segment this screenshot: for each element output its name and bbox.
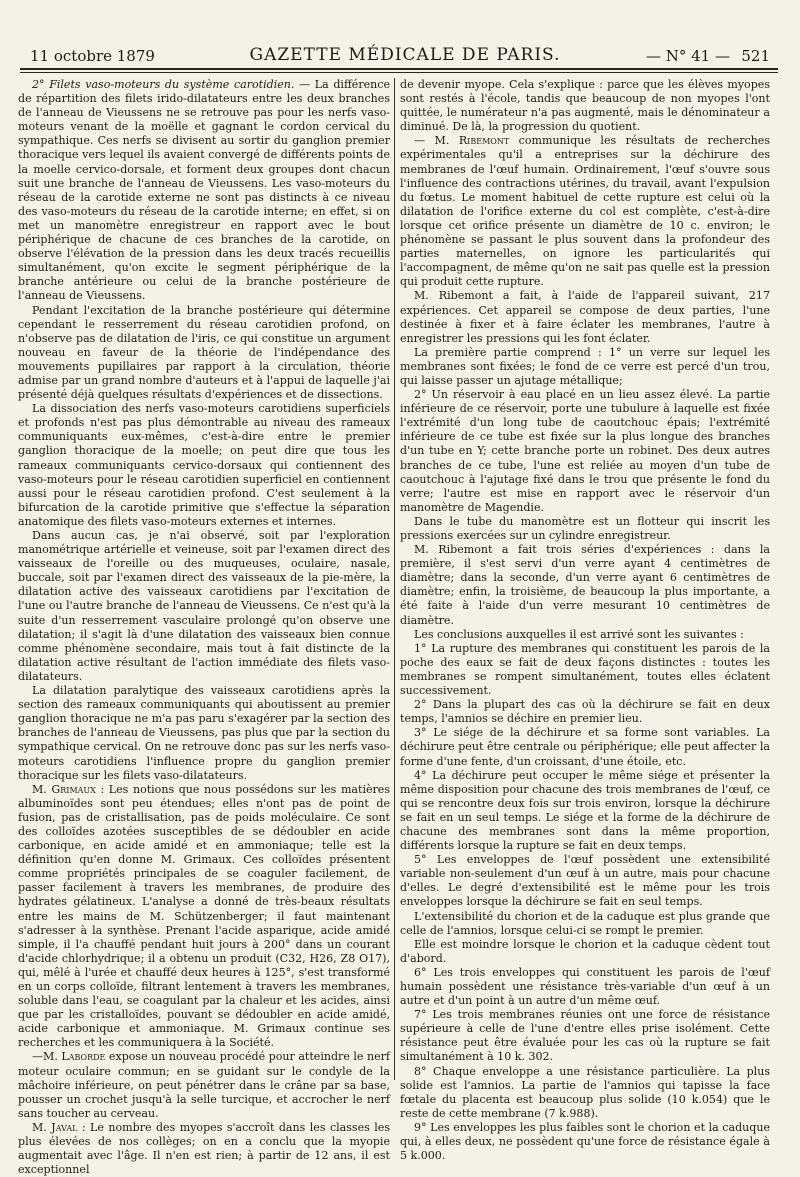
left-column [18,78,391,1177]
issue-number: — N° 41 — [645,47,730,65]
paragraph: La dissociation des nerfs vaso-moteurs carotidiens superficiels et profonds n'est pas plus démontrable au niveau des rameaux communiquants eux-mêmes, c'est-à-dire entre le premier ganglion thoracique de la moelle; on peut dire que tous les rameaux communiquants cervico-dorsaux qui contiennent des vaso-moteurs pour le réseau carotidien superficiel en contiennent aussi pour le réseau carotidien profond. C'est seulement à la bifurcation de la carotide primitive que s'effectue la séparation anatomique des filets vaso-moteurs externes et internes. [18,402,390,528]
page-number: 521 [741,47,770,65]
paragraph: La dilatation paralytique des vaisseaux carotidiens après la section des rameaux communiquants qui aboutissent au premier ganglion thoracique ne m'a pas paru s'exagérer par la section des branches de l'anneau de Vieussens, pas plus que par la section du sympathique cervical. On ne retrouve donc pas sur les nerfs vaso-moteurs carotidiens l'influence propre du ganglion premier thoracique sur les filets vaso-dilatateurs. [18,684,390,782]
speaker-name: M. Laborde [43,1050,106,1064]
paragraph [18,783,390,1051]
speaker-name: M. Ribemont [434,134,510,148]
speaker-name: M. Grimaux [32,782,96,796]
paragraph: —M. Laborde expose un nouveau procédé pour atteindre le nerf moteur oculaire commun; en se guidant sur le condyle de la mâchoire inférieure, on peut pénétrer dans le crâne par sa base, pousser un crochet jusqu'à la selle turcique, et accrocher le nerf sans toucher au cerveau. [18,1050,391,1120]
journal-title: GAZETTE MÉDICALE DE PARIS. [249,45,561,65]
paragraph: M. Ribemont a fait trois séries d'expériences : dans la première, il s'est servi d'un verre ayant 4 centimètres de diamètre; dans la seconde, d'un verre ayant 6 centimètres de diamètre; enfin, la troisième, de beaucoup la plus importante, a été faite à l'aide d'un verre mesurant 10 centimètres de diamètre. [400,543,770,627]
conclusion-item: 6° Les trois enveloppes qui constituent les parois de l'œuf humain possèdent une résistance très-variable d'un œuf à un autre et d'un point à un autre d'un même œuf. [400,965,770,1008]
paragraph-text: : Le nombre des myopes s'accroît dans les classes les plus élevées de nos collèges; on en a conclu que la myopie augmentait avec l'âge. Il n'en est rien; à partir de 12 ans, il est exceptionnel [18,1120,391,1177]
conclusion-item: 7° Les trois membranes réunies ont une force de résistance supérieure à celle de l'une d'entre elles prise isolément. Cette résistance peut être évaluée pour les cas où la rupture se fait simultanément à 10 k. 302. [400,1008,770,1064]
paragraph [18,78,390,304]
paragraph: de devenir myope. Cela s'explique : parce que les élèves myopes sont restés à l'école, tandis que beaucoup de non myopes l'ont quittée, le numérateur n'a pas augmenté, mais le dénominateur a diminué. De là, la progression du quotient. [400,78,770,134]
column-divider [394,78,395,1080]
paragraph: — M. Ribemont communique les résultats de recherches expérimentales qu'il a entreprises sur la déchirure des membranes de l'œuf humain. Ordinairement, l'œuf s'ouvre sous l'influence des contractions utérines, du travail, avant l'expulsion du fœtus. Le moment habituel de cette rupture est celui où la dilatation de l'orifice externe du col est complète, c'est-à-dire lorsque cet orifice présente un diamètre de 10 c. environ; le phénomène se passant le plus souvent dans la profondeur des parties maternelles, on ignore les particularités qui l'accompagnent, de même qu'on ne sait pas quelle est la pression qui produit cette rupture. [400,134,770,289]
paragraph: Dans aucun cas, je n'ai observé, soit par l'exploration manométrique artérielle et veineuse, soit par l'examen direct des vaisseaux de l'oreille ou des muqueuses, oculaire, nasale, buccale, soit par l'examen direct des vaisseaux de la pie-mère, la dilatation active des vaisseaux carotidiens par l'excitation de l'une ou l'autre branche de l'anneau de Vieussens. Ce n'est qu'à la suite d'un resserrement vasculaire prolongé qu'on observe une dilatation; il s'agit là d'une dilatation des vaisseaux bien connue comme phénomène secondaire, mais tout à fait distincte de la dilatation active résultant de l'action immédiate des filets vaso-dilatateurs. [18,529,390,683]
paragraph [18,1121,390,1177]
right-column [400,78,770,1163]
speaker-name: M. Javal [32,1120,78,1134]
conclusion-item: 9° Les enveloppes les plus faibles sont le chorion et la caduque qui, à elles deux, ne possèdent qu'une force de résistance égale à 5 k.000. [400,1120,770,1163]
conclusion-item: 8° Chaque enveloppe a une résistance particulière. La plus solide est l'amnios. La partie de l'amnios qui tapisse la face fœtale du placenta est beaucoup plus solide (10 k.054) que le reste de cette membrane (7 k.988). [400,1064,770,1120]
paragraph: Dans le tube du manomètre est un flotteur qui inscrit les pressions exercées sur un cylindre enregistreur. [400,514,770,542]
paragraph: L'extensibilité du chorion et de la caduque est plus grande que celle de l'amnios, lorsque celui-ci se rompt le premier. [400,909,770,937]
paragraph-text: — La différence de répartition des filets irido-dilatateurs entre les deux branches de l'anneau de Vieussens ne se retrouve pas pour les nerfs vaso-moteurs venant de la moëlle et gagnant le cordon cervical du sympathique. Ces nerfs se divisent au sortir du ganglion premier thoracique vers lequel ils avaient convergé de différents points de la moelle cervico-dorsale, et forment deux groupes dont chacun suit une branche de l'anneau de Vieussens. Les vaso-moteurs du réseau de la carotide externe ne sont pas distincts à ce niveau des vaso-moteurs du réseau de la carotide interne; en effet, si on met un manomètre enregistreur en rapport avec le bout périphérique de chacune de ces branches de la carotide, on observe l'élévation de la pression dans les deux tracés recueillis simultanément, qu'on excite le segment périphérique de la branche antérieure ou celui de la branche postérieure de l'anneau de Vieussens. [18,78,391,303]
paragraph: M. Ribemont a fait, à l'aide de l'appareil suivant, 217 expériences. Cet appareil se compose de deux parties, l'une destinée à fixer et à faire éclater les membranes, l'autre à enregistrer les pressions qui les font éclater. [400,289,770,345]
section-heading: 2° Filets vaso-moteurs du système carotidien. [32,78,295,91]
conclusion-item: 3° Le siége de la déchirure et sa forme sont variables. La déchirure peut être centrale ou périphérique; elle peut affecter la forme d'une fente, d'un croissant, d'une étoile, etc. [400,726,770,768]
paragraph-text: expose un nouveau procédé pour atteindre le nerf moteur oculaire commun; en se guidant sur le condyle de la mâchoire inférieure, on peut pénétrer dans le crâne par sa base, pousser un crochet jusqu'à la selle turcique, et accrocher le nerf sans toucher au cerveau. [18,1050,391,1120]
paragraph: Les conclusions auxquelles il est arrivé sont les suivantes : [414,627,744,641]
paragraph: Pendant l'excitation de la branche postérieure qui détermine cependant le resserrement du réseau carotidien profond, on n'observe pas de dilatation de l'iris, ce qui constitue un argument nouveau en faveur de la théorie de l'indépendance des mouvements pupillaires par rapport à la circulation, théorie admise par un grand nombre d'auteurs et à l'appui de laquelle j'ai présenté déjà quelques résultats d'expériences et de dissections. [18,303,390,402]
paragraph: La première partie comprend : 1° un verre sur lequel les membranes sont fixées; le fond de ce verre est percé d'un trou, qui laisse passer un ajutage métallique; [400,345,770,387]
conclusion-item: 2° Dans la plupart des cas où la déchirure se fait en deux temps, l'amnios se déchire en premier lieu. [400,698,770,726]
paragraph: Elle est moindre lorsque le chorion et la caduque cèdent tout d'abord. [400,937,770,965]
paragraph-text: : Les notions que nous possédons sur les matières albuminoïdes sont peu étendues; elles n'ont pas de point de fusion, pas de cristallisation, pas de poids moléculaire. Ce sont des colloïdes azotées susceptibles de se dédoubler en acide carbonique, en acide amidé et en ammoniaque; telle est la définition qu'en donne M. Grimaux. Ces colloïdes présentent comme propriétés principales de se coaguler facilement, de passer facilement à travers les membranes, de produire des hydrates gélatineux. L'analyse a donné de très-beaux résultats entre les mains de M. Schützenberger; il faut maintenant s'adresser à la synthèse. Prenant l'acide asparique, acide amidé simple, il l'a chauffé pendant huit jours à 200° dans un courant d'acide chlorhydrique; il a obtenu un produit (C32, H26, Z8 O17), qui, mêlé à l'urée et chauffé deux heures à 125°, s'est transformé en un corps colloïde, filtrant lentement à travers les membranes, soluble dans l'eau, se coagulant par la chaleur et les acides, ainsi que par les cristalloïdes, pouvant se dédoubler en acide amidé, acide carbonique et ammoniaque. M. Grimaux continue ses recherches et les communiquera à la Société. [18,782,391,1050]
paragraph: 2° Un réservoir à eau placé en un lieu assez élevé. La partie inférieure de ce réservoir, porte une tubulure à laquelle est fixée l'extrémité d'un long tube de caoutchouc épais; l'extrémité inférieure de ce tube est fixée sur la plus longue des branches d'un tube en Y; cette branche porte un robinet. Des deux autres branches de ce tube, l'une est reliée au moyen d'un tube de caoutchouc à l'ajutage fixé dans le trou que présente le fond du verre; l'autre est mise en rapport avec le réservoir d'un manomètre de Magendie. [400,388,770,514]
conclusion-item: 5° Les enveloppes de l'œuf possèdent une extensibilité variable non-seulement d'un œuf à un autre, mais pour chacune d'elles. Le degré d'extensibilité est le même pour les trois enveloppes lorsque la déchirure se fait en seul temps. [400,853,770,909]
paragraph-text: communique les résultats de recherches expérimentales qu'il a entreprises sur la déchirure des membranes de l'œuf humain. Ordinairement, l'œuf s'ouvre sous l'influence des contractions utérines, du travail, avant l'expulsion du fœtus. Le moment habituel de cette rupture est celui où la dilatation de l'orifice externe du col est complète, c'est-à-dire lorsque cet orifice présente un diamètre de 10 c. environ; le phénomène se passant le plus souvent dans la profondeur des parties maternelles, on ignore les particularités qui l'accompagnent, de même qu'on ne sait pas quelle est la pression qui produit cette rupture. [400,134,770,289]
conclusion-item: 4° La déchirure peut occuper le même siége et présenter la même disposition pour chacune des trois membranes de l'œuf, ce qui se rencontre deux fois sur trois environ, lorsque la déchirure se fait en un seul temps. Le siége et la forme de la déchirure de chacune des membranes sont dans la même proportion, différents lorsque la rupture se fait en deux temps. [400,768,770,853]
header-rule [20,68,778,73]
conclusion-item: 1° La rupture des membranes qui constituent les parois de la poche des eaux se fait de deux façons distinctes : toutes les membranes se rompent simultanément, toutes elles éclatent successivement. [400,641,770,698]
page-header [20,44,790,68]
issue-date: 11 octobre 1879 [30,47,155,65]
